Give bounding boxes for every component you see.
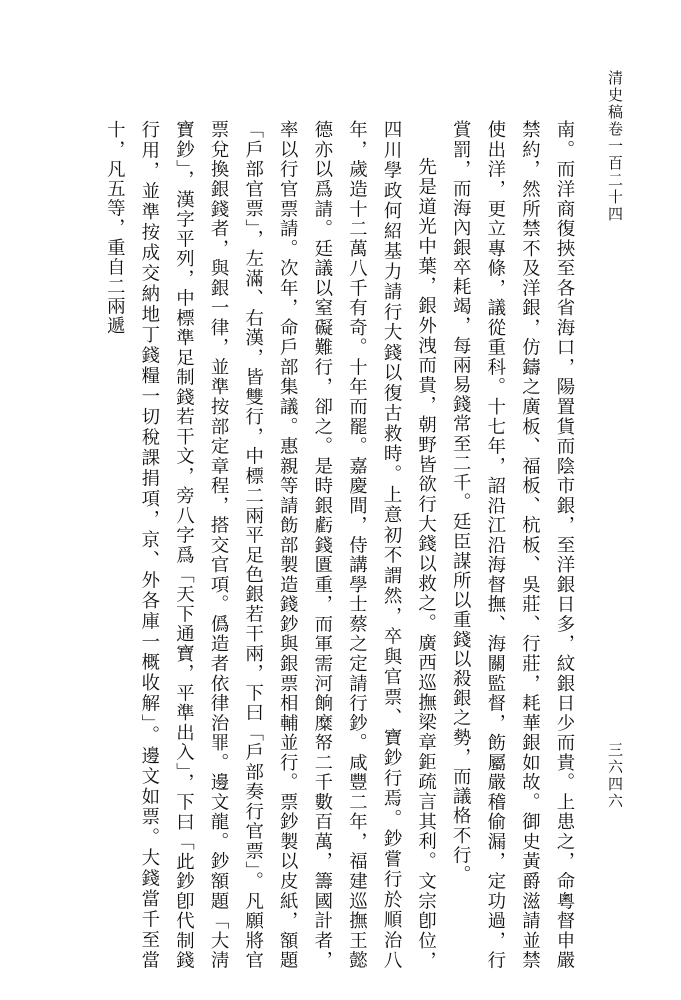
page-number: 三六四六: [606, 742, 624, 810]
main-text-block: [101, 120, 581, 970]
paragraph-2: 先是道光中葉，銀外洩而貴，朝野皆欲行大錢以救之。廣西巡撫梁章鉅疏言其利。文宗卽位，四川學政何紹基力請行大錢以復古救時。上意初不謂然，卒與官票、寶鈔行焉。鈔嘗行於順治八年，歲造十二萬八千有奇。十年而罷。嘉慶間，侍講學士蔡之定請行鈔。咸豐二年，福建巡撫王懿德亦以爲請。廷議以窒礙難行，卻之。是時銀虧錢匱重，而軍需河餉糜帑二千數百萬，籌國計者，率以行官票請。次年，命戶部集議。惠親等請飭部製造錢鈔與銀票相輔並行。票鈔製以皮紙，額題「戶部官票」，左滿、右漢，皆雙行，中標二兩平足色銀若干兩，下曰「戶部奏行官票」。凡願將官票兌換銀錢者，與銀一律，並準按部定章程，搭交官項。僞造者依律治罪。邊文龍。鈔額題「大淸寶鈔」，漢字平列，中標準足制錢若干文，旁八字爲「天下通寶，平準出入」，下曰「此鈔卽代制錢行用，並準按成交納地丁錢糧一切稅課捐項，京、外各庫一概收解」。邊文如票。大錢當千至當十，凡五等，重自二兩遞: [104, 120, 437, 970]
paragraph-1: 南。而洋商復挾至各省海口，陽置貨而陰市銀，至洋銀日多，紋銀日少而貴。上患之，命粵督申嚴禁約，然所禁不及洋銀，仿鑄之廣板、福板、杭板、吳莊、行莊，耗華銀如故。御史黃爵滋請並禁使出洋，更立專條，議從重科。十七年，詔沿江沿海督撫、海關監督，飭屬嚴稽偷漏，定功過，行賞罰，而海內銀卒耗竭，每兩易錢常至二千。廷臣謀所以重錢以殺銀之勢，而議格不行。: [450, 120, 575, 970]
book-title-header: 清史稿卷一百二十四: [606, 70, 624, 223]
